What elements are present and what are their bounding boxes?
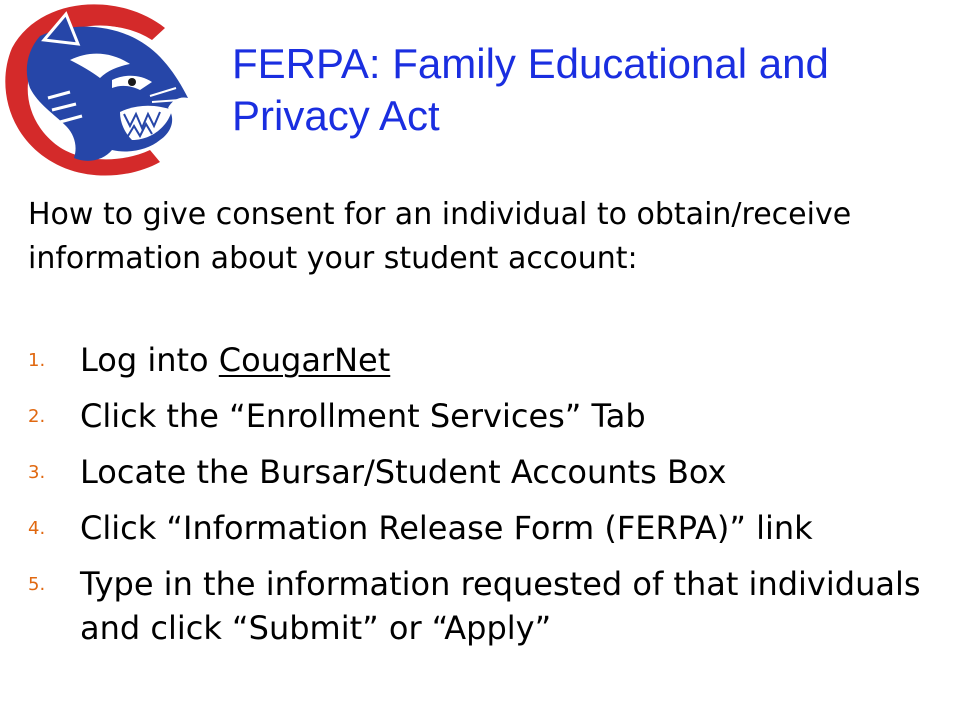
list-item [28,338,938,384]
step-number: 1. [28,350,46,371]
list-item [28,450,938,496]
step-number: 2. [28,406,46,427]
step-number: 4. [28,518,46,539]
page-title: FERPA: Family Educational and Privacy Act [232,40,829,139]
list-item [28,562,938,650]
cougarnet-link[interactable]: CougarNet [218,341,391,379]
step-number: 3. [28,462,46,483]
list-item [28,394,938,440]
step-text [80,338,390,382]
intro-text: How to give consent for an individual to obtain/receive information about your student account: [28,197,852,276]
step-number: 5. [28,574,46,595]
step-prefix: Log into [80,341,219,379]
step-text: Type in the information requested of that individuals and click “Submit” or “Apply” [80,565,921,647]
list-item [28,506,938,552]
steps-list [28,338,938,660]
step-text: Click “Information Release Form (FERPA)” link [80,509,813,547]
step-text: Click the “Enrollment Services” Tab [80,397,646,435]
cougar-logo-icon [0,0,200,180]
step-text: Locate the Bursar/Student Accounts Box [80,453,727,491]
